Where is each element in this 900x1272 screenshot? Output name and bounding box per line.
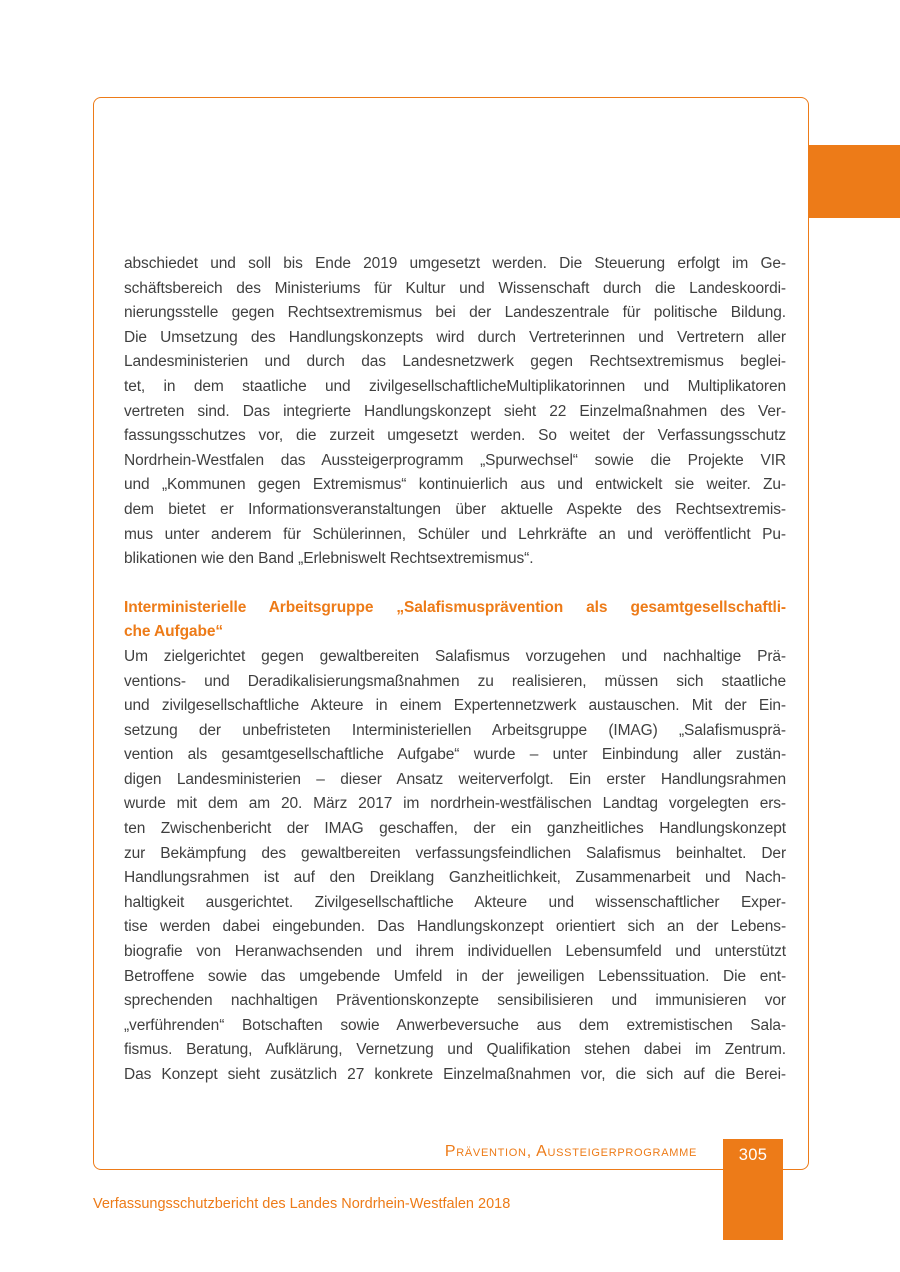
text-line: Das Konzept sieht zusätzlich 27 konkrete Einzelmaßnahmen vor, die sich auf die Berei-	[124, 1066, 786, 1083]
text-line: blikationen wie den Band „Erlebniswelt Rechtsextremismus“.	[124, 550, 534, 568]
text-line: vertreten sind. Das integrierte Handlungskonzept sieht 22 Einzelmaßnahmen des Ver-	[124, 402, 786, 420]
text-line: tet, in dem staatliche und zivilgesellschaftlicheMultiplikatorinnen und Multiplikatoren	[124, 377, 786, 395]
text-line: Um zielgerichtet gegen gewaltbereiten Salafismus vorzugehen und nachhaltige Prä-	[124, 647, 786, 665]
text-line: biografie von Heranwachsenden und ihrem individuellen Lebensumfeld und unterstützt	[124, 943, 786, 961]
text-line: dem bietet er Informationsveranstaltungen über aktuelle Aspekte des Rechtsextremis-	[124, 500, 786, 518]
chapter-index-tab	[809, 145, 900, 218]
text-line: wurde mit dem am 20. März 2017 im nordrhein-westfälischen Landtag vorgelegten ers-	[124, 795, 786, 813]
text-line: fismus. Beratung, Aufklärung, Vernetzung und Qualifikation stehen dabei im Zentrum.	[124, 1041, 786, 1059]
text-line: und zivilgesellschaftliche Akteure in einem Expertennetzwerk austauschen. Mit der Ein-	[124, 697, 786, 715]
running-footer-section-title: Prävention, Aussteigerprogramme	[444, 1143, 697, 1160]
text-line: zur Bekämpfung des gewaltbereiten verfassungsfeindlichen Salafismus beinhaltet. Der	[124, 844, 786, 862]
text-line: Betroffene sowie das umgebende Umfeld in der jeweiligen Lebenssituation. Die ent-	[124, 967, 786, 985]
text-line: ten Zwischenbericht der IMAG geschaffen, der ein ganzheitliches Handlungskonzept	[124, 820, 786, 838]
text-line: ventions- und Deradikalisierungsmaßnahmen zu realisieren, müssen sich staatliche	[124, 672, 786, 690]
text-line: tise werden dabei eingebunden. Das Handlungskonzept orientiert sich an der Lebens-	[124, 918, 786, 936]
paragraph-imag	[124, 645, 786, 1088]
text-line: Landesministerien und durch das Landesnetzwerk gegen Rechtsextremismus beglei-	[124, 353, 786, 371]
page-number-tab	[723, 1139, 783, 1240]
text-line: setzung der unbefristeten Interministeriellen Arbeitsgruppe (IMAG) „Salafismusprä-	[124, 721, 786, 739]
text-line: abschiedet und soll bis Ende 2019 umgesetzt werden. Die Steuerung erfolgt im Ge-	[124, 255, 786, 272]
text-line: sprechenden nachhaltigen Präventionskonzepte sensibilisieren und immunisieren vor	[124, 992, 786, 1010]
text-line: nierungsstelle gegen Rechtsextremismus bei der Landeszentrale für politische Bildung.	[124, 304, 786, 322]
text-line: haltigkeit ausgerichtet. Zivilgesellschaftliche Akteure und wissenschaftlicher Exper-	[124, 893, 786, 911]
text-line: Nordrhein-Westfalen das Aussteigerprogramm „Spurwechsel“ sowie die Projekte VIR	[124, 451, 786, 469]
text-line: che Aufgabe“	[124, 623, 223, 641]
report-title-footer: Verfassungsschutzbericht des Landes Nordrhein-Westfalen 2018	[93, 1196, 511, 1212]
text-line: Interministerielle Arbeitsgruppe „Salafismusprävention als gesamtgesellschaftli-	[124, 598, 786, 616]
text-line: Handlungsrahmen ist auf den Dreiklang Ganzheitlichkeit, Zusammenarbeit und Nach-	[124, 869, 786, 887]
section-heading	[124, 596, 786, 645]
page-body	[124, 252, 786, 1088]
paragraph-continuation	[124, 252, 786, 572]
text-line: digen Landesministerien – dieser Ansatz weiterverfolgt. Ein erster Handlungsrahmen	[124, 770, 786, 788]
text-line: „verführenden“ Botschaften sowie Anwerbeversuche aus dem extremistischen Sala-	[124, 1016, 786, 1034]
text-line: vention als gesamtgesellschaftliche Aufgabe“ wurde – unter Einbindung aller zustän-	[124, 746, 786, 764]
text-line: schäftsbereich des Ministeriums für Kultur und Wissenschaft durch die Landeskoordi-	[124, 279, 786, 297]
text-line: Die Umsetzung des Handlungskonzepts wird durch Vertreterinnen und Vertretern aller	[124, 328, 786, 346]
page-number: 305	[738, 1146, 768, 1164]
text-line: mus unter anderem für Schülerinnen, Schüler und Lehrkräfte an und veröffentlicht Pu-	[124, 525, 786, 543]
text-line: fassungsschutzes vor, die zurzeit umgesetzt werden. So weitet der Verfassungsschutz	[124, 427, 786, 445]
text-line: und „Kommunen gegen Extremismus“ kontinuierlich aus und entwickelt sie weiter. Zu-	[124, 476, 786, 494]
